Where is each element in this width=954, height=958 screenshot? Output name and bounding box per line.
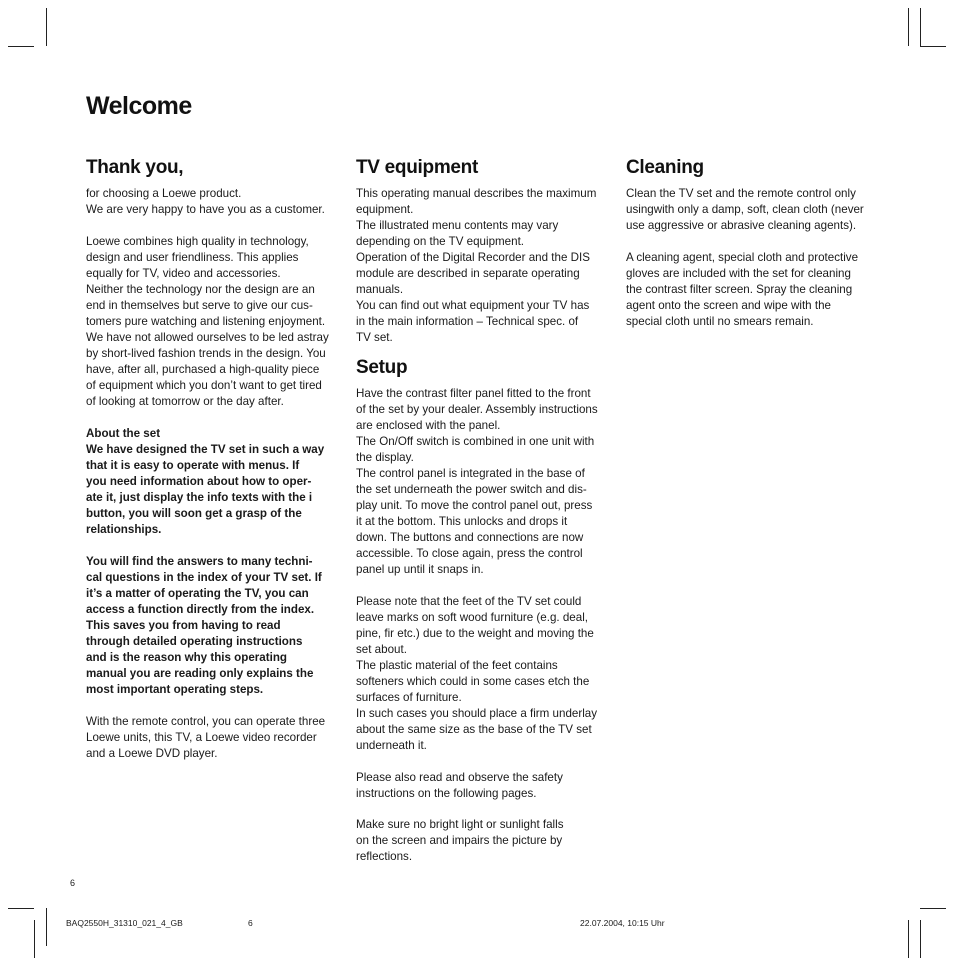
thank-you-paragraph-1: for choosing a Loewe product. We are very happy to have you as a customer. xyxy=(86,187,325,216)
tv-equipment-heading: TV equipment xyxy=(356,157,479,178)
cleaning-paragraph-2: A cleaning agent, special cloth and protective gloves are included with the set for cleaning the contrast filter screen. Spray the cleaning agent onto the screen and wipe with the special cloth until no smears remain. xyxy=(626,251,859,328)
column-cleaning xyxy=(626,156,876,330)
column-tv-equipment xyxy=(356,156,606,865)
cleaning-paragraph-1: Clean the TV set and the remote control only usingwith only a damp, soft, clean cloth (never use aggressive or abrasive cleaning agents). xyxy=(626,187,864,232)
thank-you-heading: Thank you, xyxy=(86,157,184,178)
page-number: 6 xyxy=(70,878,76,888)
cleaning-heading: Cleaning xyxy=(626,157,704,178)
crop-mark-top-left-v xyxy=(46,8,47,46)
setup-paragraph-2: Please note that the feet of the TV set could leave marks on soft wood furniture (e.g. deal, pine, fir etc.) due to the weight and moving the set about. The plastic material of the feet contains softeners which could in some cases etch the surfaces of furniture. In such cases you should place a firm underlay about the same size as the base of the TV set underneath it. xyxy=(356,595,598,752)
crop-mark-bottom-left-v2 xyxy=(34,920,35,958)
crop-mark-top-left-h xyxy=(8,46,34,47)
thank-you-paragraph-2: Loewe combines high quality in technology, design and user friendliness. This applies equally for TV, video and accessories. Neither the technology nor the design are an end in themselves but serve to give our cus- tomers pure watching and listening enjoyment. We have not allowed ourselves to be led astray by short-lived fashion trends in the design. You have, after all, purchased a high-quality piece of equipment which you don’t want to get tired of looking at tomorrow or the day after. xyxy=(86,235,329,408)
setup-paragraph-4: Make sure no bright light or sunlight falls on the screen and impairs the picture by reflections. xyxy=(356,818,564,863)
footer-page: 6 xyxy=(248,918,253,928)
about-the-set-paragraph: About the set We have designed the TV set in such a way that it is easy to operate with menus. If you need information about how to oper- ate it, just display the info texts with the i button, you will soon get a grasp of the relationships. xyxy=(86,427,325,536)
crop-mark-top-right-h xyxy=(920,46,946,47)
setup-heading: Setup xyxy=(356,357,408,378)
page-title: Welcome xyxy=(86,92,192,120)
crop-mark-bottom-left-h xyxy=(8,908,34,909)
crop-mark-bottom-right-v xyxy=(908,920,909,958)
crop-mark-top-right-v2 xyxy=(920,8,921,46)
tv-equipment-paragraph: This operating manual describes the maximum equipment. The illustrated menu contents may vary depending on the TV equipment. Operation of the Digital Recorder and the DIS module are described in separate operating manuals. You can find out what equipment your TV has in the main information – Technical spec. of TV set. xyxy=(356,187,597,344)
crop-mark-bottom-right-h xyxy=(920,908,946,909)
footer-date: 22.07.2004, 10:15 Uhr xyxy=(580,918,665,928)
crop-mark-top-right-v xyxy=(908,8,909,46)
crop-mark-bottom-left-v xyxy=(46,908,47,946)
column-thank-you xyxy=(86,156,336,762)
setup-paragraph-1: Have the contrast filter panel fitted to the front of the set by your dealer. Assembly instructions are enclosed with the panel. The On/Off switch is combined in one unit with the display. The control panel is integrated in the base of the set underneath the power switch and dis- play unit. To move the control panel out, press it at the bottom. This unlocks and drops it down. The buttons and connections are now accessible. To close again, press the control panel up until it snaps in. xyxy=(356,387,598,576)
setup-paragraph-3: Please also read and observe the safety instructions on the following pages. xyxy=(356,771,563,800)
remote-control-paragraph: With the remote control, you can operate three Loewe units, this TV, a Loewe video recorder and a Loewe DVD player. xyxy=(86,715,326,760)
footer-file-name: BAQ2550H_31310_021_4_GB xyxy=(66,918,183,928)
index-paragraph: You will find the answers to many techni- cal questions in the index of your TV set. If it’s a matter of operating the TV, you can access a function directly from the index. This saves you from having to read through detailed operating instructions and is the reason why this operating manual you are reading only explains the most important operating steps. xyxy=(86,555,322,696)
crop-mark-bottom-right-v2 xyxy=(920,920,921,958)
